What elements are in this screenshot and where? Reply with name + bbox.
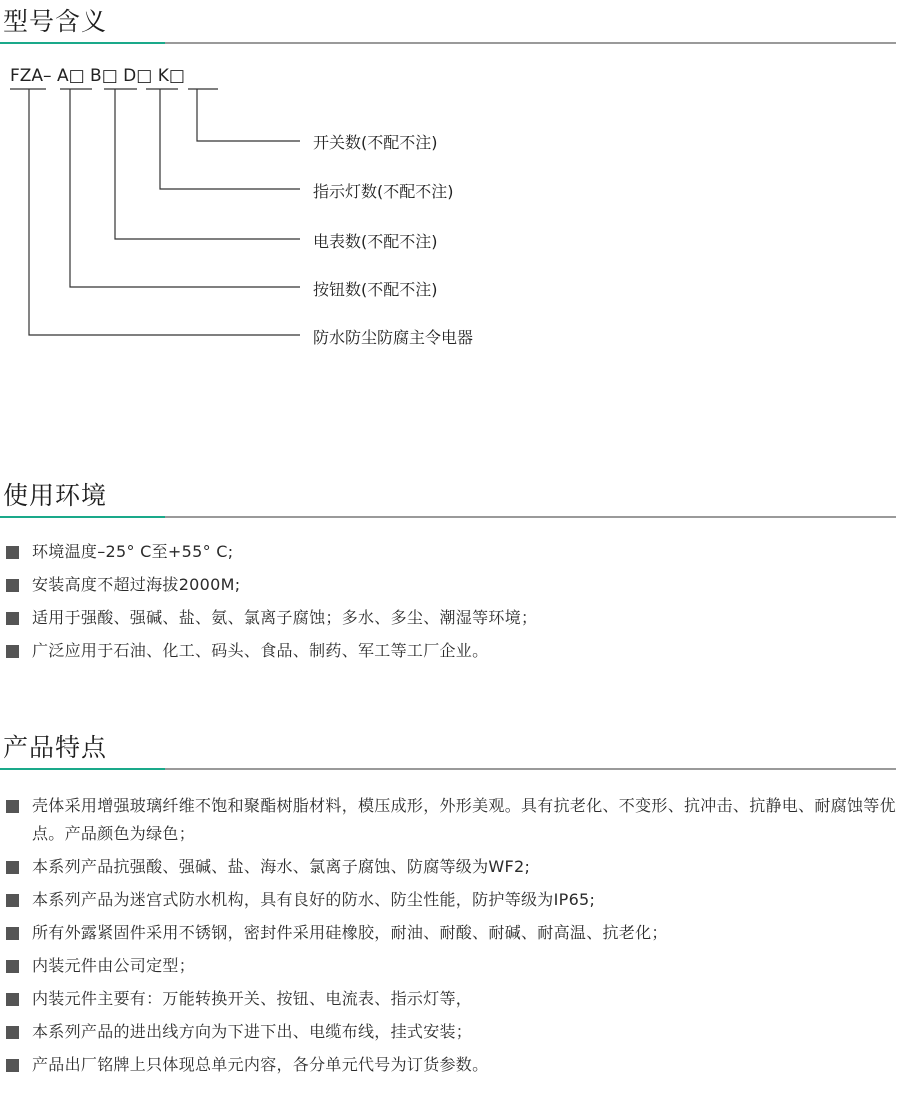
square-bullet-icon [6,894,19,907]
square-bullet-icon [6,612,19,625]
square-bullet-icon [6,800,19,813]
list-item: 产品出厂铭牌上只体现总单元内容，各分单元代号为订货参数。 [0,1051,900,1079]
list-item: 本系列产品的进出线方向为下进下出、电缆布线，挂式安装； [0,1018,900,1046]
leader-k [197,89,300,141]
list-item: 本系列产品为迷宫式防水机构，具有良好的防水、防尘性能，防护等级为IP65; [0,886,900,914]
square-bullet-icon [6,1059,19,1072]
label-meter-count: 电表数(不配不注) [313,232,438,251]
list-item: 安装高度不超过海拔2000M; [0,571,900,599]
square-bullet-icon [6,861,19,874]
square-bullet-icon [6,1026,19,1039]
list-item: 适用于强酸、强碱、盐、氨、氯离子腐蚀；多水、多尘、潮湿等环境； [0,604,900,632]
section-divider-model [0,42,896,44]
list-item: 内装元件由公司定型； [0,952,900,980]
leader-a [70,89,300,287]
list-item: 壳体采用增强玻璃纤维不饱和聚酯树脂材料，模压成形，外形美观。具有抗老化、不变形、抗冲击、抗静电、耐腐蚀等优点。产品颜色为绿色； [0,792,900,848]
square-bullet-icon [6,645,19,658]
list-item: 内装元件主要有：万能转换开关、按钮、电流表、指示灯等， [0,985,900,1013]
list-item: 所有外露紧固件采用不锈钢，密封件采用硅橡胶，耐油、耐酸、耐碱、耐高温、抗老化； [0,919,900,947]
section-title-model: 型号含义 [3,7,108,36]
features-list [0,792,900,1084]
label-switch-count: 开关数(不配不注) [313,133,438,152]
section-title-features: 产品特点 [3,733,108,762]
diagram-lines [0,60,900,360]
section-divider-environment [0,516,896,518]
square-bullet-icon [6,993,19,1006]
list-item: 环境温度–25° C至+55° C; [0,538,900,566]
square-bullet-icon [6,927,19,940]
model-code-diagram [0,60,900,360]
environment-list [0,538,900,670]
label-indicator-count: 指示灯数(不配不注) [313,182,454,201]
square-bullet-icon [6,546,19,559]
label-product-type: 防水防尘防腐主令电器 [313,328,474,347]
leader-b [115,89,300,239]
label-button-count: 按钮数(不配不注) [313,280,438,299]
section-divider-features [0,768,896,770]
leader-d [160,89,300,189]
model-code: FZA– A□ B□ D□ K□ [10,66,185,86]
section-title-environment: 使用环境 [3,481,108,510]
list-item: 广泛应用于石油、化工、码头、食品、制药、军工等工厂企业。 [0,637,900,665]
square-bullet-icon [6,960,19,973]
list-item: 本系列产品抗强酸、强碱、盐、海水、氯离子腐蚀、防腐等级为WF2; [0,853,900,881]
square-bullet-icon [6,579,19,592]
